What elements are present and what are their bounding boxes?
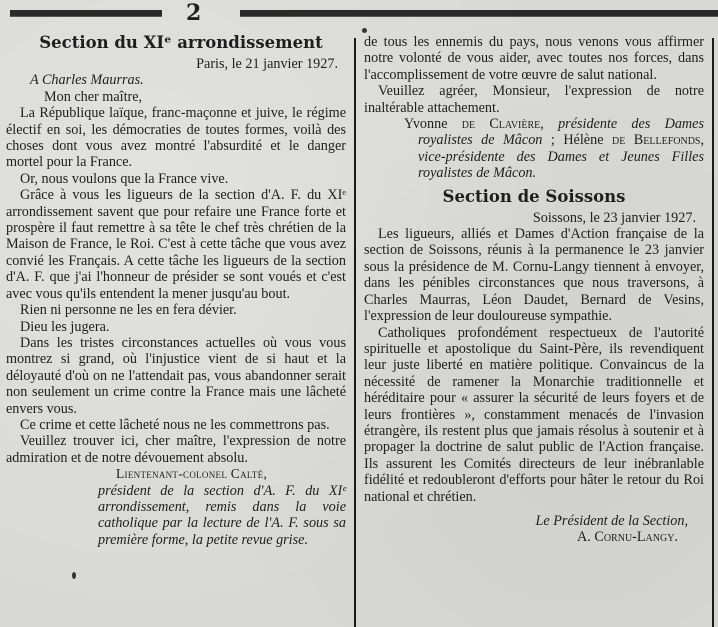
signature-first-name: Yvonne: [404, 116, 448, 133]
signature-title: Le Président de la Section,: [535, 512, 688, 529]
left-dateline: Paris, le 21 janvier 1927.: [196, 56, 338, 72]
paragraph: Or, nous voulons que la France vive.: [20, 170, 229, 187]
paragraph: Dieu les jugera.: [20, 318, 110, 335]
ink-spot: [362, 28, 367, 33]
paragraph: La République laïque, franc-maçonne et juive, le régime électif en soi, les démocraties de toutes formes, voilà des choses dont vous avez montré l'absurdité et le danger mortel pour la France.: [6, 105, 346, 171]
signature-last-name: de Bellefonds,: [611, 132, 705, 149]
ink-spot: [72, 572, 76, 579]
signature-name: A. Cornu-Langy.: [577, 529, 678, 546]
right-headline: Section de Soissons: [442, 186, 626, 206]
signature-block: [404, 116, 704, 182]
paragraph: Grâce à vous les ligueurs de la section d'A. F. du XIᵉ arrondissement savent que pour refaire une France forte et prospère il faut remettre à sa tête le chef très chrétien de la Maison de France, le Roi. C'est à cette tâche que vous avez convié les Français. A cette tâche les ligueurs de la section d'A. F. que j'ai l'honneur de présider se sont voués et c'est avec vous qu'ils entendent la mener jusqu'au bout.: [6, 187, 346, 302]
paragraph: Veuillez agréer, Monsieur, l'expression de notre inaltérable attachement.: [364, 83, 704, 116]
paragraph: Dans les tristes circonstances actuelles où vous vous montrez si grand, où l'injustice vient de si haut et la déloyauté d'où on ne l'attendait pas, vous abandonner serait non seulement un crime contre la France mais une lâcheté envers vous.: [6, 334, 346, 417]
salutation: Mon cher maître,: [44, 88, 143, 105]
signature-role: vice-présidente des Dames et Jeunes Filles royalistes de Mâcon.: [418, 148, 704, 182]
right-dateline: Soissons, le 23 janvier 1927.: [532, 209, 696, 226]
page-number: 2: [186, 0, 202, 26]
addressee: A Charles Maurras.: [30, 72, 144, 89]
header-rule-right: [240, 10, 718, 17]
paragraph: Rien ni personne ne les en fera dévier.: [20, 302, 237, 319]
right-column: [364, 34, 704, 546]
signature-last-name: de Clavière,: [461, 116, 544, 133]
left-headline: Section du XIᵉ arrondissement: [39, 33, 323, 52]
signature-separator: ;: [550, 132, 555, 149]
column-divider-right: [712, 38, 714, 627]
header-rule-left: [10, 10, 162, 17]
paragraph: Catholiques profondément respectueux de l'autorité spirituelle et apostolique du Saint-Père, ils revendiquent leur juste liberté en matière politique. Convaincus de la nécessité de ramener la Monarchie traditionnelle et héréditaire pour « assurer la sécurité de leurs foyers et de leurs frontières », constamment menacés de l'invasion étrangère, ils restent plus que jamais résolus à soutenir et à propager la doctrine de salut public de l'Action française. Ils assurent les Comités directeurs de leur inébranlable fidélité et redoubleront d'efforts pour hâter le retour du Roi national et chrétien.: [364, 324, 704, 505]
column-divider: [354, 38, 356, 627]
left-column: [6, 32, 346, 548]
paragraph: Veuillez trouver ici, cher maître, l'expression de notre admiration et de notre dévouement absolu.: [6, 433, 346, 466]
signature-role: présidente des Dames royalistes de Mâcon: [418, 116, 704, 149]
signature-name: Lientenant-colonel Calté,: [116, 466, 268, 482]
signature-first-name: Hélène: [563, 132, 604, 149]
paragraph: Ce crime et cette lâcheté nous ne les commettrons pas.: [20, 416, 330, 433]
signature-title: président de la section d'A. F. du XIᵉ arrondissement, remis dans la voie catholique par la lecture de l'A. F. sous sa première forme, la petite revue grise.: [98, 482, 346, 548]
paragraph: Les ligueurs, alliés et Dames d'Action française de la section de Soissons, réunis à la permanence le 23 janvier sous la présidence de M. Cornu-Langy tiennent à envoyer, dans les pénibles circonstances que nous traversons, à Charles Maurras, Léon Daudet, Bernard de Vesins, l'expression de leur douloureuse sympathie.: [364, 226, 704, 325]
paragraph: de tous les ennemis du pays, nous venons vous affirmer notre volonté de vous aider, avec toutes nos forces, dans l'accomplissement de votre œuvre de salut national.: [364, 34, 704, 83]
